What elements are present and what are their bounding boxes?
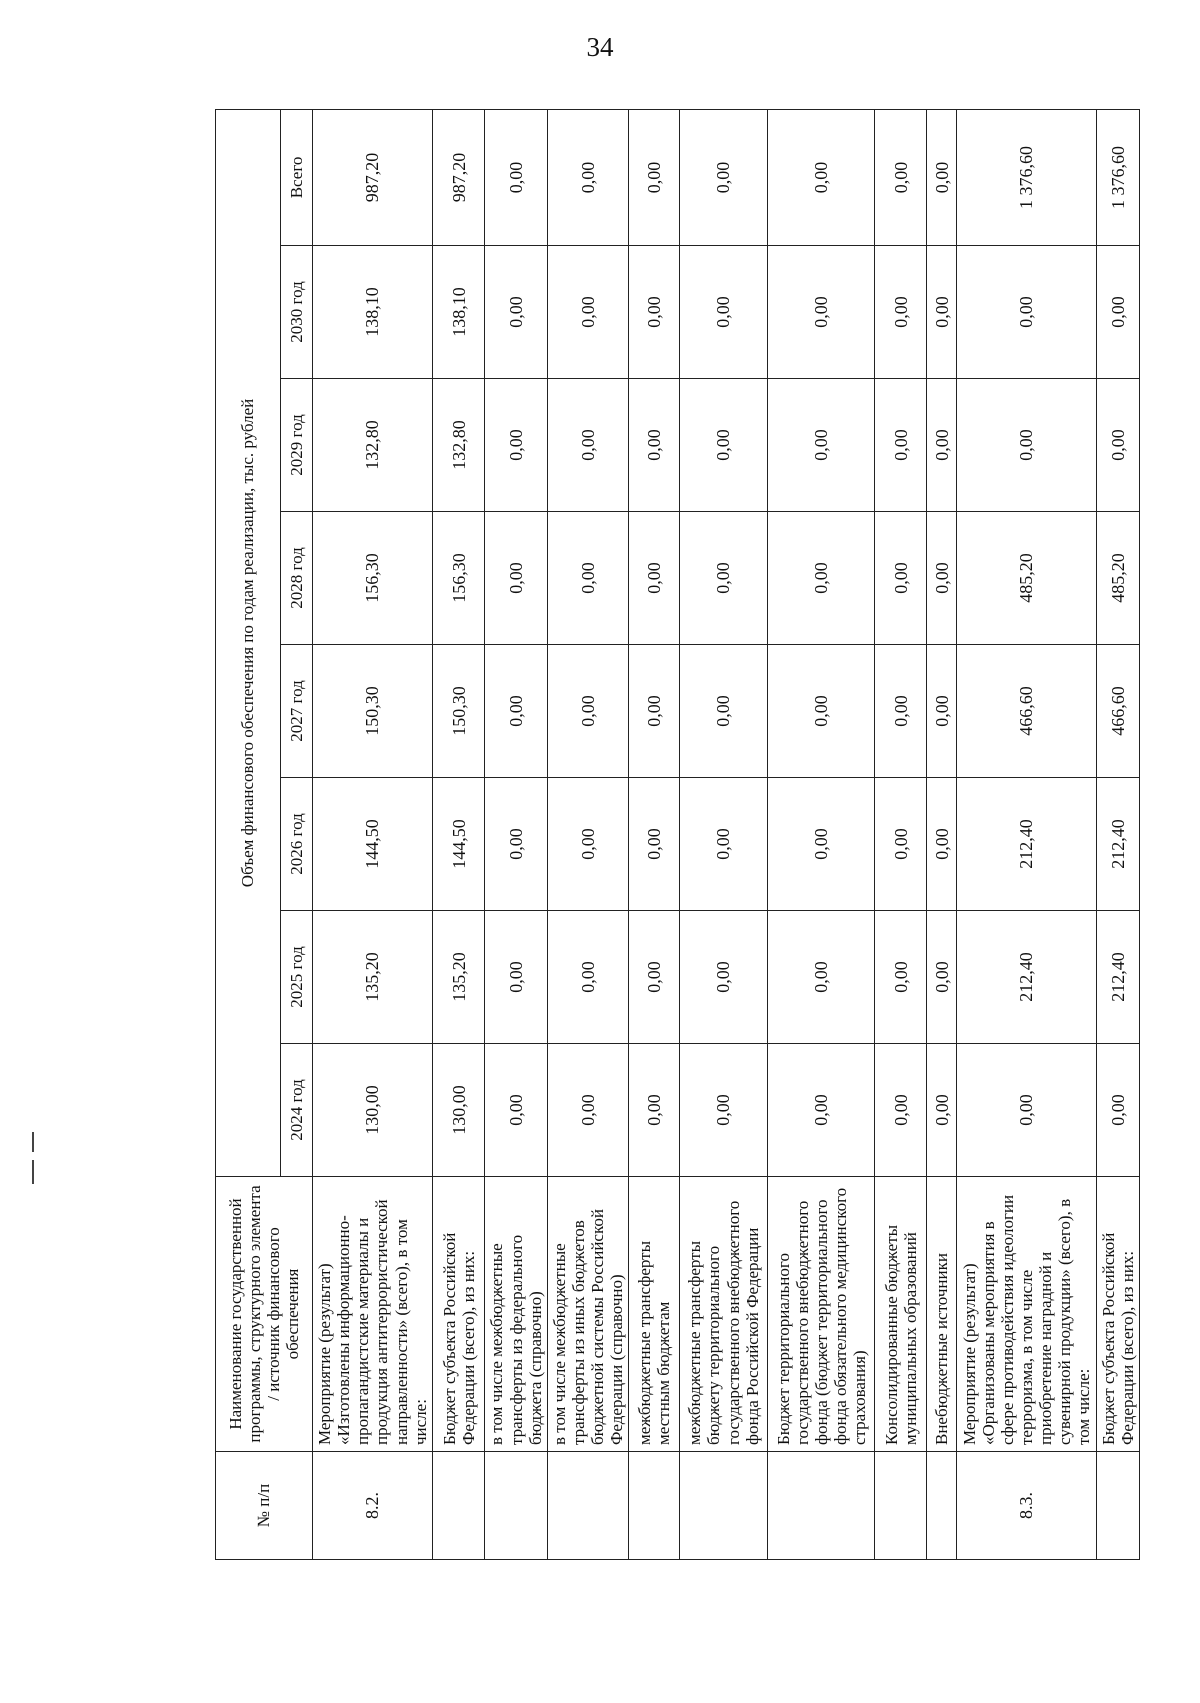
row-number: 8.3. — [957, 1452, 1096, 1560]
row-year-value: 0,00 — [874, 778, 926, 911]
row-year-value: 0,00 — [768, 379, 875, 512]
table-row — [768, 109, 875, 1559]
table-row — [629, 109, 679, 1559]
row-number — [874, 1452, 926, 1560]
row-year-value: 485,20 — [957, 512, 1096, 645]
table-row — [927, 109, 957, 1559]
row-total-value: 0,00 — [927, 109, 957, 245]
row-number — [432, 1452, 484, 1560]
financing-table — [215, 109, 1140, 1560]
row-year-value: 0,00 — [547, 246, 629, 379]
row-year-value: 0,00 — [485, 379, 547, 512]
row-year-value: 0,00 — [874, 379, 926, 512]
row-number — [485, 1452, 547, 1560]
margin-mark-top — [32, 1132, 34, 1152]
row-year-value: 0,00 — [927, 1044, 957, 1177]
row-name: Внебюджетные источники — [927, 1177, 957, 1452]
row-year-value: 135,20 — [313, 911, 433, 1044]
table-row — [313, 109, 433, 1559]
row-year-value: 0,00 — [957, 1044, 1096, 1177]
row-year-value: 0,00 — [768, 1044, 875, 1177]
row-year-value: 0,00 — [927, 778, 957, 911]
row-name: Мероприятие (результат) «Изготовлены информационно-пропагандистские материалы и продукция антитеррористической направленности» (всего), в том числе: — [313, 1177, 433, 1452]
row-year-value: 0,00 — [874, 246, 926, 379]
header-year: 2025 год — [281, 911, 313, 1044]
row-year-value: 0,00 — [1096, 379, 1139, 512]
row-year-value: 0,00 — [485, 512, 547, 645]
header-name: Наименование государственной программы, структурного элемента / источник финансового обеспечения — [216, 1177, 313, 1452]
row-year-value: 0,00 — [679, 911, 768, 1044]
row-year-value: 0,00 — [629, 246, 679, 379]
table-row — [547, 109, 629, 1559]
page-number: 34 — [586, 32, 614, 62]
row-year-value: 212,40 — [1096, 778, 1139, 911]
row-year-value: 0,00 — [768, 645, 875, 778]
row-number — [927, 1452, 957, 1560]
row-total-value: 1 376,60 — [957, 109, 1096, 245]
row-name: в том числе межбюджетные трансферты из федерального бюджета (справочно) — [485, 1177, 547, 1452]
row-year-value: 150,30 — [432, 645, 484, 778]
row-year-value: 0,00 — [874, 645, 926, 778]
row-name: Мероприятие (результат) «Организованы мероприятия в сфере противодействия идеологии терроризма, в том числе приобретение наградной и сувенирной продукции» (всего), в том числе: — [957, 1177, 1096, 1452]
row-year-value: 156,30 — [432, 512, 484, 645]
row-name: межбюджетные трансферты местным бюджетам — [629, 1177, 679, 1452]
table-row — [874, 109, 926, 1559]
row-year-value: 138,10 — [313, 246, 433, 379]
header-year: 2024 год — [281, 1044, 313, 1177]
row-year-value: 0,00 — [957, 379, 1096, 512]
row-year-value: 144,50 — [432, 778, 484, 911]
row-year-value: 0,00 — [547, 1044, 629, 1177]
header-funding-group: Объем финансового обеспечения по годам реализации, тыс. рублей — [216, 109, 281, 1176]
row-year-value: 466,60 — [957, 645, 1096, 778]
row-number — [768, 1452, 875, 1560]
row-year-value: 0,00 — [679, 778, 768, 911]
row-year-value: 0,00 — [629, 911, 679, 1044]
row-year-value: 0,00 — [927, 379, 957, 512]
row-total-value: 0,00 — [679, 109, 768, 245]
row-year-value: 212,40 — [957, 911, 1096, 1044]
row-year-value: 0,00 — [629, 1044, 679, 1177]
row-total-value: 0,00 — [768, 109, 875, 245]
header-year: 2027 год — [281, 645, 313, 778]
row-name: Бюджет субъекта Российской Федерации (всего), из них: — [432, 1177, 484, 1452]
margin-mark-bottom — [32, 1160, 34, 1184]
row-number — [547, 1452, 629, 1560]
header-total: Всего — [281, 109, 313, 245]
row-year-value: 150,30 — [313, 645, 433, 778]
row-year-value: 156,30 — [313, 512, 433, 645]
row-name: Консолидированные бюджеты муниципальных образований — [874, 1177, 926, 1452]
table-row — [432, 109, 484, 1559]
row-year-value: 138,10 — [432, 246, 484, 379]
row-name: Бюджет субъекта Российской Федерации (всего), из них: — [1096, 1177, 1139, 1452]
row-year-value: 212,40 — [957, 778, 1096, 911]
row-year-value: 0,00 — [768, 246, 875, 379]
row-year-value: 0,00 — [874, 512, 926, 645]
row-year-value: 0,00 — [629, 778, 679, 911]
row-year-value: 0,00 — [485, 911, 547, 1044]
row-year-value: 0,00 — [768, 911, 875, 1044]
row-year-value: 0,00 — [927, 246, 957, 379]
row-year-value: 0,00 — [679, 512, 768, 645]
row-year-value: 132,80 — [432, 379, 484, 512]
row-name: Бюджет территориального государственного внебюджетного фонда (бюджет территориального фонда обязательного медицинского страхования) — [768, 1177, 875, 1452]
row-year-value: 144,50 — [313, 778, 433, 911]
row-year-value: 0,00 — [485, 778, 547, 911]
header-year: 2029 год — [281, 379, 313, 512]
row-year-value: 0,00 — [927, 645, 957, 778]
row-number — [629, 1452, 679, 1560]
row-total-value: 0,00 — [874, 109, 926, 245]
header-year: 2026 год — [281, 778, 313, 911]
row-year-value: 0,00 — [679, 246, 768, 379]
row-name: межбюджетные трансферты бюджету территориального государственного внебюджетного фонда Российской Федерации — [679, 1177, 768, 1452]
table-row — [957, 109, 1096, 1559]
row-year-value: 0,00 — [547, 379, 629, 512]
row-total-value: 0,00 — [547, 109, 629, 245]
row-year-value: 0,00 — [874, 911, 926, 1044]
row-total-value: 0,00 — [629, 109, 679, 245]
row-year-value: 0,00 — [927, 911, 957, 1044]
row-total-value: 987,20 — [313, 109, 433, 245]
row-year-value: 0,00 — [629, 645, 679, 778]
row-year-value: 0,00 — [1096, 246, 1139, 379]
row-year-value: 485,20 — [1096, 512, 1139, 645]
row-year-value: 466,60 — [1096, 645, 1139, 778]
row-year-value: 0,00 — [485, 1044, 547, 1177]
row-year-value: 0,00 — [768, 512, 875, 645]
row-number — [679, 1452, 768, 1560]
table-row — [679, 109, 768, 1559]
table-row — [1096, 109, 1139, 1559]
row-year-value: 135,20 — [432, 911, 484, 1044]
row-year-value: 0,00 — [485, 246, 547, 379]
row-total-value: 0,00 — [485, 109, 547, 245]
row-year-value: 130,00 — [313, 1044, 433, 1177]
row-total-value: 987,20 — [432, 109, 484, 245]
row-year-value: 0,00 — [485, 645, 547, 778]
row-year-value: 0,00 — [629, 512, 679, 645]
row-year-value: 0,00 — [547, 512, 629, 645]
row-year-value: 130,00 — [432, 1044, 484, 1177]
row-year-value: 0,00 — [679, 645, 768, 778]
row-year-value: 0,00 — [927, 512, 957, 645]
row-year-value: 0,00 — [957, 246, 1096, 379]
row-year-value: 0,00 — [547, 645, 629, 778]
row-total-value: 1 376,60 — [1096, 109, 1139, 245]
row-number: 8.2. — [313, 1452, 433, 1560]
row-year-value: 0,00 — [679, 1044, 768, 1177]
row-year-value: 0,00 — [768, 778, 875, 911]
header-year: 2028 год — [281, 512, 313, 645]
row-year-value: 0,00 — [874, 1044, 926, 1177]
table-row — [485, 109, 547, 1559]
rotated-table-container — [215, 110, 1140, 1560]
row-year-value: 0,00 — [629, 379, 679, 512]
header-year: 2030 год — [281, 246, 313, 379]
row-year-value: 0,00 — [547, 911, 629, 1044]
row-year-value: 0,00 — [679, 379, 768, 512]
row-name: в том числе межбюджетные трансферты из иных бюджетов бюджетной системы Российской Федерации (справочно) — [547, 1177, 629, 1452]
row-number — [1096, 1452, 1139, 1560]
row-year-value: 132,80 — [313, 379, 433, 512]
table-body — [313, 109, 1140, 1559]
row-year-value: 212,40 — [1096, 911, 1139, 1044]
row-year-value: 0,00 — [1096, 1044, 1139, 1177]
row-year-value: 0,00 — [547, 778, 629, 911]
header-num: № п/п — [216, 1452, 313, 1560]
